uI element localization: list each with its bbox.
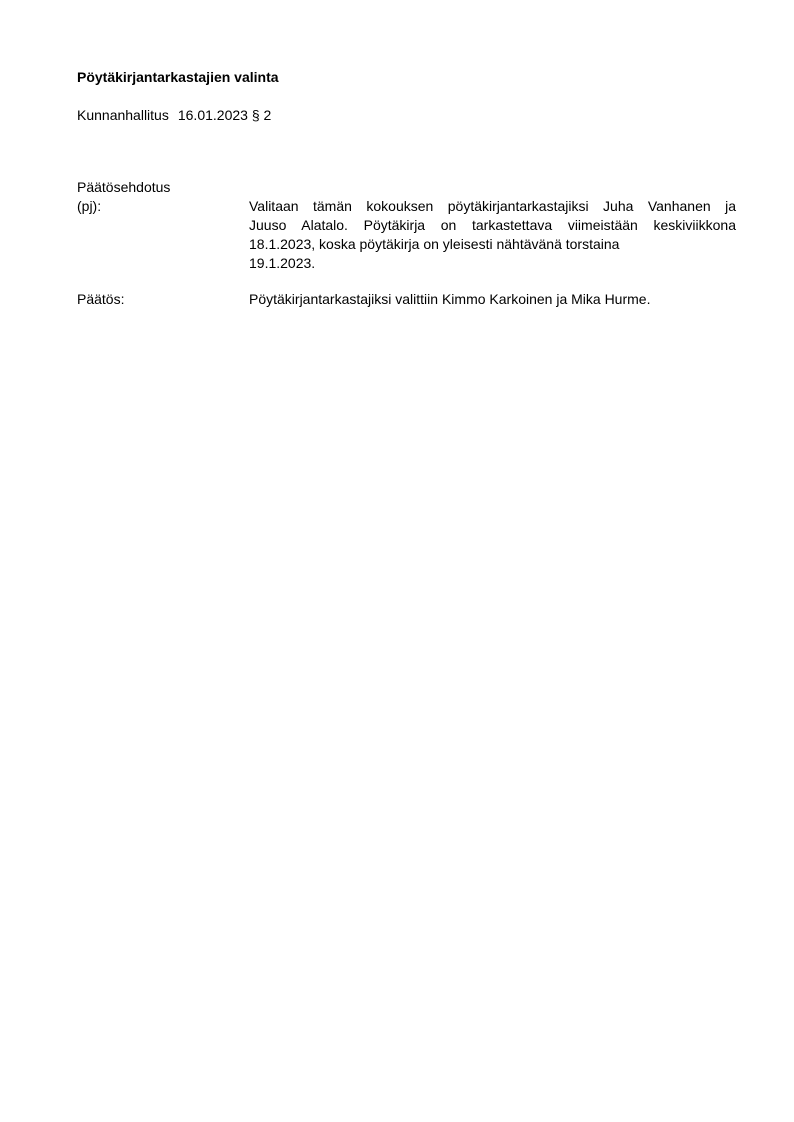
meeting-body: Kunnanhallitus — [77, 107, 169, 123]
decision-text: Pöytäkirjantarkastajiksi valittiin Kimmo Karkoinen ja Mika Hurme. — [249, 291, 651, 307]
proposal-text — [249, 197, 736, 273]
proposal-line: Valitaan tämän kokouksen pöytäkirjantarkastajiksi Juha Vanhanen ja — [249, 198, 736, 214]
proposal-label-presenter: (pj): — [77, 198, 102, 214]
meeting-date-section: 16.01.2023 § 2 — [177, 107, 272, 123]
document-title: Pöytäkirjantarkastajien valinta — [77, 69, 279, 85]
decision-label: Päätös: — [77, 291, 125, 307]
proposal-line: 19.1.2023. — [249, 255, 316, 271]
proposal-line: Juuso Alatalo. Pöytäkirja on tarkastettava viimeistään keskiviikkona — [249, 217, 736, 233]
proposal-line: 18.1.2023, koska pöytäkirja on yleisesti nähtävänä torstaina — [249, 236, 620, 252]
meeting-reference — [77, 106, 271, 125]
proposal-label: Päätösehdotus — [77, 179, 171, 195]
